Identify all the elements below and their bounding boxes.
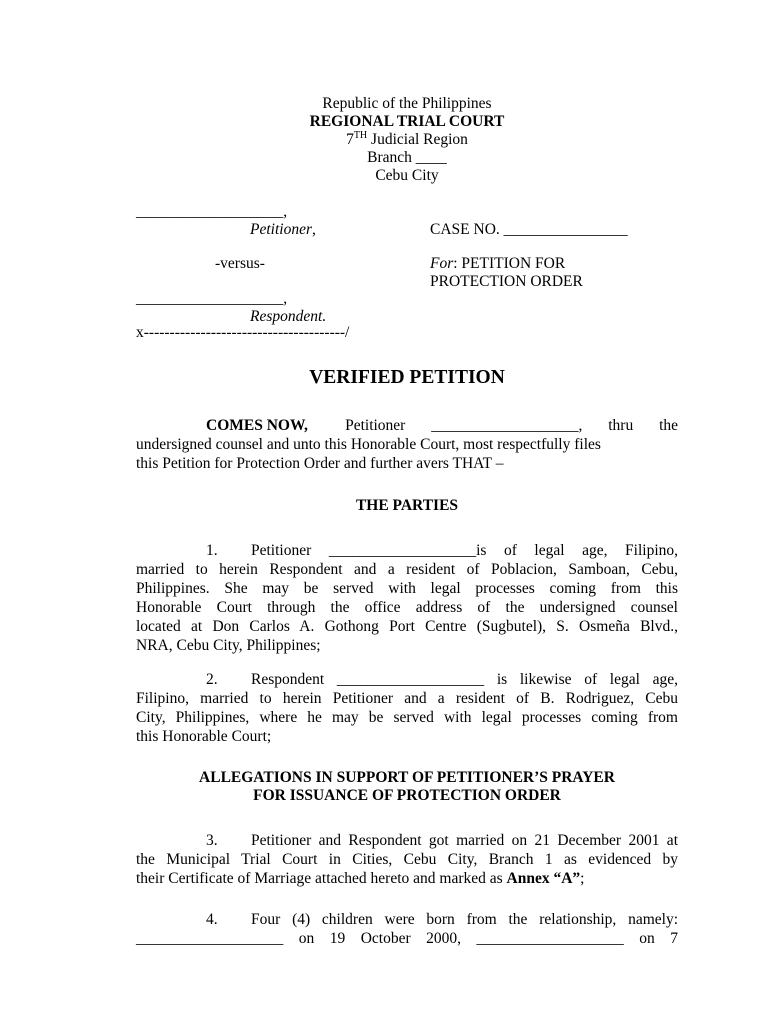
section-parties: THE PARTIES <box>355 497 459 514</box>
document-title: VERIFIED PETITION <box>309 367 505 388</box>
intro-line2: undersigned counsel and unto this Honorable Court, most respectfully files <box>136 436 601 453</box>
para3-number: 3. <box>206 832 218 849</box>
petitioner-label: Petitioner, <box>250 221 316 238</box>
branch-line: Branch ____ <box>367 149 447 166</box>
para4-number: 4. <box>206 911 218 928</box>
intro-paragraph: COMES NOW, Petitioner ___________________, thru the undersigned counsel and unto this Honorable Court, most respectfully files this Petition for Protection Order and further avers THAT – <box>136 417 678 472</box>
judicial-region: 7TH Judicial Region <box>346 129 468 148</box>
x-line: x---------------------------------------/ <box>136 324 350 341</box>
respondent-label: Respondent. <box>250 308 327 325</box>
paragraph-3: 3. Petitioner and Respondent got married on 21 December 2001 at the Municipal Trial Court in Cities, Cebu City, Branch 1 as evidenced by their Certificate of Marriage attached hereto and marked as Annex “A”; <box>136 832 678 887</box>
petitioner-blank: ___________________, <box>136 203 288 220</box>
paragraph-1: 1. Petitioner ___________________is of legal age, Filipino, married to herein Respondent and a resident of Poblacion, Samboan, Cebu, Philippines. She may be served with legal processes coming from this Honorable Court through the office address of the undersigned counsel located at Don Carlos A. Gothong Port Centre (Sugbutel), S. Osmeña Blvd., NRA, Cebu City, Philippines; <box>136 542 678 654</box>
case-nature: For: PETITION FOR <box>430 255 566 272</box>
court-name: REGIONAL TRIAL COURT <box>309 113 505 130</box>
intro-line3: this Petition for Protection Order and further avers THAT – <box>136 455 504 472</box>
paragraph-2: 2. Respondent ___________________ is likewise of legal age, Filipino, married to herein Petitioner and a resident of B. Rodriguez, Cebu City, Philippines, where he may be served with legal processes coming from this Honorable Court; <box>136 671 678 745</box>
case-nature-line2: PROTECTION ORDER <box>430 273 583 290</box>
versus-label: -versus- <box>215 255 265 272</box>
paragraph-4: 4. Four (4) children were born from the relationship, namely: ___________________ on 19 October 2000, ___________________ on 7 <box>136 911 678 947</box>
republic-line: Republic of the Philippines <box>322 95 492 112</box>
para1-number: 1. <box>206 542 218 559</box>
section-allegations-line1: ALLEGATIONS IN SUPPORT OF PETITIONER’S PRAYER <box>199 769 615 786</box>
city-line: Cebu City <box>375 167 439 184</box>
intro-line1-rest: Petitioner ___________________, thru the <box>345 417 678 434</box>
respondent-blank: ___________________, <box>136 290 288 307</box>
case-number: CASE NO. ________________ <box>430 221 628 238</box>
para2-number: 2. <box>206 671 218 688</box>
annex-a-reference: Annex “A” <box>506 870 581 887</box>
section-allegations-line2: FOR ISSUANCE OF PROTECTION ORDER <box>253 787 561 804</box>
